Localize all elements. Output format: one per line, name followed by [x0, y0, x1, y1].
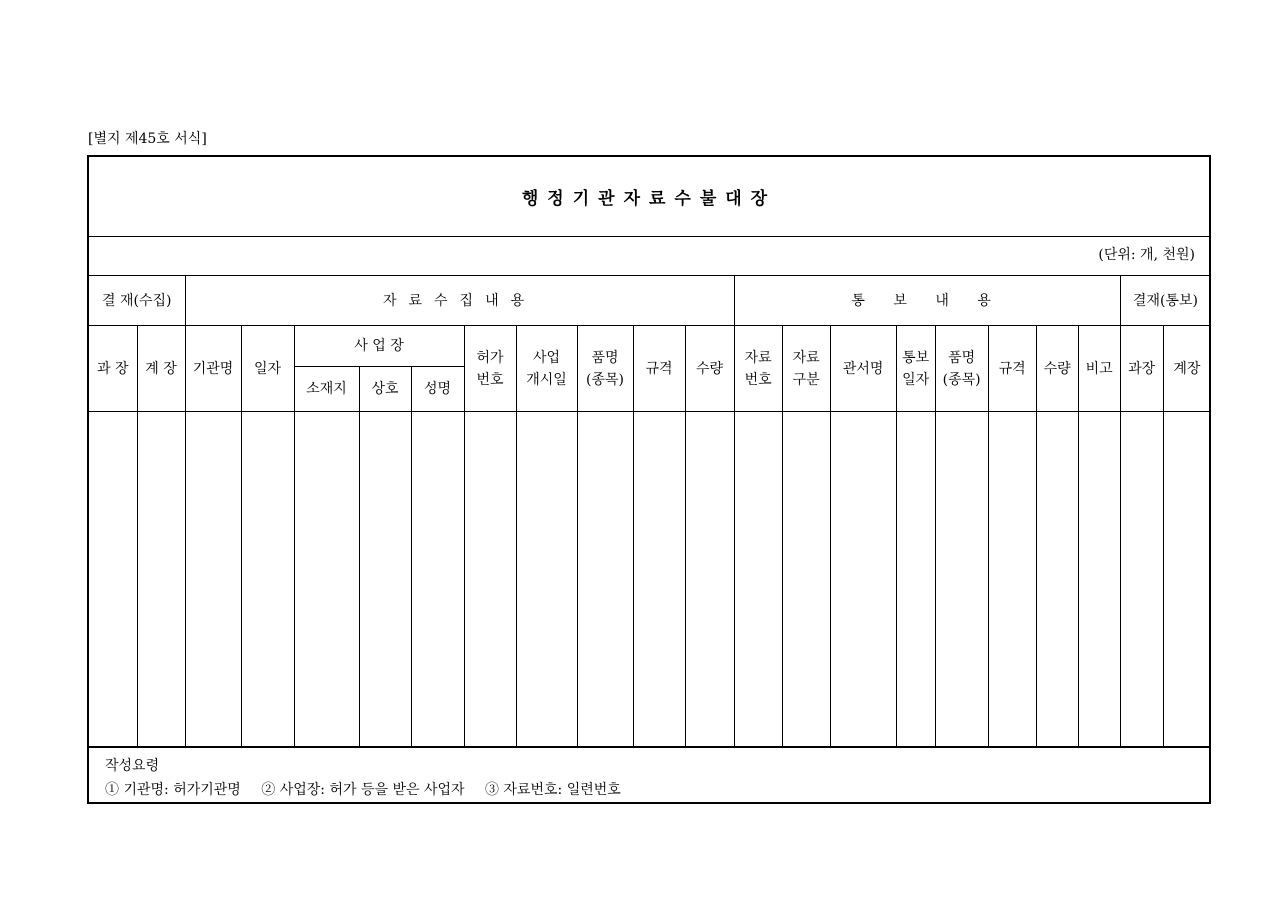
cell-chief-collect[interactable] — [89, 412, 137, 747]
header-trade-name: 상호 — [359, 367, 411, 412]
cell-spec-collect[interactable] — [633, 412, 685, 747]
header-deputy-collect: 계 장 — [137, 326, 185, 412]
instruction-item: ① 기관명: 허가기관명 — [105, 782, 241, 798]
cell-permit-no[interactable] — [464, 412, 516, 747]
header-person-name: 성명 — [411, 367, 464, 412]
cell-data-type[interactable] — [782, 412, 830, 747]
header-deputy-notify: 계장 — [1163, 326, 1210, 412]
cell-notify-date[interactable] — [896, 412, 935, 747]
header-agency-name: 기관명 — [185, 326, 241, 412]
cell-data-no[interactable] — [734, 412, 782, 747]
header-notify-date: 통보 일자 — [896, 326, 935, 412]
header-chief-collect: 과 장 — [89, 326, 137, 412]
header-data-type: 자료 구분 — [782, 326, 830, 412]
header-collect-content: 자료수집내용 — [185, 276, 734, 326]
header-notify-content: 통 보 내 용 — [734, 276, 1120, 326]
cell-remark[interactable] — [1078, 412, 1120, 747]
cell-qty-collect[interactable] — [685, 412, 734, 747]
cell-deputy-collect[interactable] — [137, 412, 185, 747]
header-chief-notify: 과장 — [1120, 326, 1163, 412]
header-office-name: 관서명 — [830, 326, 896, 412]
ledger-table — [89, 275, 1210, 747]
header-data-no: 자료 번호 — [734, 326, 782, 412]
cell-chief-notify[interactable] — [1120, 412, 1163, 747]
instructions-heading: 작성요령 — [105, 758, 160, 774]
cell-person-name[interactable] — [411, 412, 464, 747]
header-start-date: 사업 개시일 — [516, 326, 577, 412]
unit-note: (단위: 개, 천원) — [1098, 247, 1195, 263]
cell-spec-notify[interactable] — [988, 412, 1036, 747]
header-approval-notify: 결재(통보) — [1120, 276, 1210, 326]
table-row — [89, 412, 1210, 747]
cell-location[interactable] — [294, 412, 359, 747]
ledger-form — [87, 155, 1211, 804]
header-qty-notify: 수량 — [1036, 326, 1078, 412]
header-location: 소재지 — [294, 367, 359, 412]
cell-trade-name[interactable] — [359, 412, 411, 747]
cell-deputy-notify[interactable] — [1163, 412, 1210, 747]
instruction-item: ② 사업장: 허가 등을 받은 사업자 — [261, 782, 465, 798]
header-spec-collect: 규격 — [633, 326, 685, 412]
header-permit-no: 허가 번호 — [464, 326, 516, 412]
header-approval-collect: 결 재(수집) — [89, 276, 185, 326]
instructions — [89, 747, 1209, 802]
instruction-item: ③ 자료번호: 일련번호 — [484, 782, 621, 798]
header-spec-notify: 규격 — [988, 326, 1036, 412]
header-item-notify: 품명 (종목) — [935, 326, 988, 412]
header-date: 일자 — [241, 326, 294, 412]
instructions-list — [105, 778, 1209, 802]
header-business-site: 사 업 장 — [294, 326, 464, 367]
cell-agency-name[interactable] — [185, 412, 241, 747]
header-item-collect: 품명 (종목) — [577, 326, 633, 412]
cell-qty-notify[interactable] — [1036, 412, 1078, 747]
header-qty-collect: 수량 — [685, 326, 734, 412]
cell-item-collect[interactable] — [577, 412, 633, 747]
form-title: 행정기관자료수불대장 — [89, 157, 1209, 237]
cell-item-notify[interactable] — [935, 412, 988, 747]
cell-start-date[interactable] — [516, 412, 577, 747]
cell-date[interactable] — [241, 412, 294, 747]
cell-office-name[interactable] — [830, 412, 896, 747]
form-number: [별지 제45호 서식] — [88, 131, 207, 147]
header-remark: 비고 — [1078, 326, 1120, 412]
